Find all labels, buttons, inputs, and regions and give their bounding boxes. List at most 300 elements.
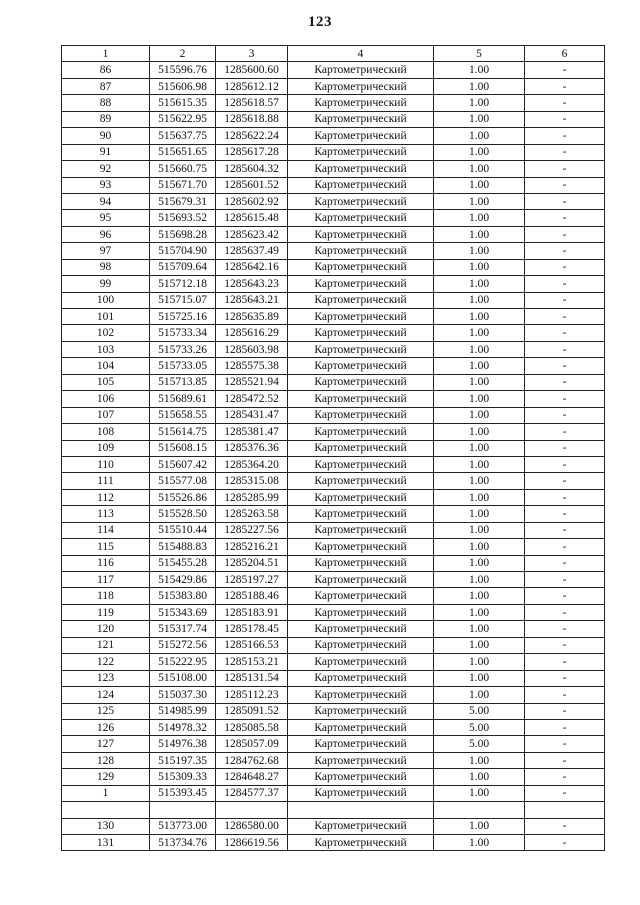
- table-cell-col-5: 1.00: [434, 177, 525, 193]
- table-cell-col-3: 1284648.27: [216, 769, 288, 785]
- table-cell-col-6: -: [525, 703, 605, 719]
- table-cell-col-2: 515615.35: [150, 95, 216, 111]
- table-row: [62, 588, 605, 604]
- table-cell-col-1: 117: [62, 572, 150, 588]
- table-cell-col-4: Картометрический: [288, 78, 434, 94]
- table-cell-col-6: -: [525, 473, 605, 489]
- table-cell-col-1: 91: [62, 144, 150, 160]
- table-cell-col-3: 1284762.68: [216, 752, 288, 768]
- table-cell-col-5: 1.00: [434, 424, 525, 440]
- table-cell-col-2: 515671.70: [150, 177, 216, 193]
- table-cell-col-5: 1.00: [434, 687, 525, 703]
- table-cell-col-5: 1.00: [434, 539, 525, 555]
- table-cell-col-4: Картометрический: [288, 374, 434, 390]
- table-cell-col-4: Картометрический: [288, 177, 434, 193]
- table-cell-col-1: 108: [62, 424, 150, 440]
- table-cell-col-3: 1285153.21: [216, 654, 288, 670]
- table-cell-col-2: 514978.32: [150, 719, 216, 735]
- table-cell-col-4: Картометрический: [288, 670, 434, 686]
- table-cell-col-6: -: [525, 440, 605, 456]
- table-cell-col-3: 1285197.27: [216, 572, 288, 588]
- table-cell-col-1: 99: [62, 276, 150, 292]
- table-cell-col-1: 119: [62, 604, 150, 620]
- table-cell-col-2: 515317.74: [150, 621, 216, 637]
- table-cell-col-4: Картометрический: [288, 144, 434, 160]
- table-cell-col-3: 1285381.47: [216, 424, 288, 440]
- table-cell-col-6: -: [525, 818, 605, 834]
- table-cell-col-2: 515383.80: [150, 588, 216, 604]
- table-cell-col-6: -: [525, 226, 605, 242]
- table-cell-col-3: 1286619.56: [216, 835, 288, 851]
- table-cell-col-3: 1285315.08: [216, 473, 288, 489]
- table-cell-col-2: 515725.16: [150, 309, 216, 325]
- table-cell-col-2: 515660.75: [150, 161, 216, 177]
- table-cell-col-3: 1285166.53: [216, 637, 288, 653]
- table-cell-col-4: Картометрический: [288, 309, 434, 325]
- table-cell-col-1: 114: [62, 522, 150, 538]
- table-cell-col-2: 515733.26: [150, 341, 216, 357]
- table-row: [62, 539, 605, 555]
- table-cell-col-2: 515698.28: [150, 226, 216, 242]
- column-header-3: 3: [216, 46, 288, 62]
- table-cell-col-2: 515510.44: [150, 522, 216, 538]
- table-row: [62, 226, 605, 242]
- table-cell-col-3: 1285227.56: [216, 522, 288, 538]
- table-cell-col-2: 513734.76: [150, 835, 216, 851]
- table-cell-col-3: 1285085.58: [216, 719, 288, 735]
- table-cell-col-4: Картометрический: [288, 703, 434, 719]
- table-cell-col-1: 130: [62, 818, 150, 834]
- table-row: [62, 111, 605, 127]
- table-cell-col-4: Картометрический: [288, 818, 434, 834]
- table-cell-col-2: 514976.38: [150, 736, 216, 752]
- table-cell-col-5: 1.00: [434, 604, 525, 620]
- table-cell-col-6: -: [525, 128, 605, 144]
- table-cell-col-2: 515455.28: [150, 555, 216, 571]
- table-cell-col-1: 103: [62, 341, 150, 357]
- table-row: [62, 489, 605, 505]
- table-cell-col-2: 515108.00: [150, 670, 216, 686]
- table-cell-col-2: 515679.31: [150, 193, 216, 209]
- table-cell-col-5: 1.00: [434, 243, 525, 259]
- table-cell-col-3: 1285612.12: [216, 78, 288, 94]
- table-cell-col-5: 5.00: [434, 703, 525, 719]
- table-cell-col-2: 515607.42: [150, 456, 216, 472]
- table-row: [62, 818, 605, 834]
- table-cell-col-1: 123: [62, 670, 150, 686]
- table-row: [62, 785, 605, 801]
- table-cell-col-2: 515606.98: [150, 78, 216, 94]
- table-cell-col-6: -: [525, 424, 605, 440]
- table-cell-col-1: 115: [62, 539, 150, 555]
- table-cell-col-6: -: [525, 670, 605, 686]
- table-cell-col-3: 1285602.92: [216, 193, 288, 209]
- table-cell-col-2: 515197.35: [150, 752, 216, 768]
- table-cell-col-5: 1.00: [434, 456, 525, 472]
- table-cell-col-6: -: [525, 193, 605, 209]
- table-cell-col-4: Картометрический: [288, 506, 434, 522]
- table-cell-col-5: 1.00: [434, 144, 525, 160]
- table-cell-col-2: 515689.61: [150, 391, 216, 407]
- table-row: [62, 637, 605, 653]
- table-cell-col-3: 1285637.49: [216, 243, 288, 259]
- table-cell-col-2: 515526.86: [150, 489, 216, 505]
- table-row: [62, 621, 605, 637]
- table-cell-col-6: -: [525, 835, 605, 851]
- table-cell-col-2: 515309.33: [150, 769, 216, 785]
- column-header-6: 6: [525, 46, 605, 62]
- table-cell-col-6: -: [525, 111, 605, 127]
- table-row: [62, 325, 605, 341]
- table-cell-col-4: Картометрический: [288, 654, 434, 670]
- table-cell-col-5: 1.00: [434, 276, 525, 292]
- table-cell-col-5: 1.00: [434, 588, 525, 604]
- table-cell-col-5: 1.00: [434, 670, 525, 686]
- table-cell-col-6: -: [525, 752, 605, 768]
- table-row: [62, 341, 605, 357]
- table-row: [62, 440, 605, 456]
- table-cell-col-3: 1285618.57: [216, 95, 288, 111]
- table-row: [62, 703, 605, 719]
- table-cell-col-3: 1285131.54: [216, 670, 288, 686]
- table-cell-col-3: 1285643.23: [216, 276, 288, 292]
- table-cell-col-1: 118: [62, 588, 150, 604]
- table-cell-col-2: 515704.90: [150, 243, 216, 259]
- table-cell-col-4: Картометрический: [288, 62, 434, 78]
- table-cell-col-3: 1285376.36: [216, 440, 288, 456]
- table-row: [62, 309, 605, 325]
- table-cell-col-3: 1285091.52: [216, 703, 288, 719]
- table-cell-col-4: Картометрический: [288, 276, 434, 292]
- table-row: [62, 374, 605, 390]
- table-cell-col-6: -: [525, 325, 605, 341]
- table-cell-col-2: 515608.15: [150, 440, 216, 456]
- table-row: [62, 144, 605, 160]
- table-cell-col-3: 1285183.91: [216, 604, 288, 620]
- table-cell-col-1: 128: [62, 752, 150, 768]
- table-cell-col-1: 90: [62, 128, 150, 144]
- table-row: [62, 407, 605, 423]
- table-cell-col-6: -: [525, 506, 605, 522]
- table-cell-col-2: 515712.18: [150, 276, 216, 292]
- table-cell-col-6: -: [525, 522, 605, 538]
- table-cell-col-4: Картометрический: [288, 637, 434, 653]
- table-cell-col-2: 515596.76: [150, 62, 216, 78]
- table-cell-col-4: Картометрический: [288, 769, 434, 785]
- table-cell-col-3: 1285616.29: [216, 325, 288, 341]
- coordinates-table: [61, 45, 605, 851]
- table-cell-col-6: -: [525, 374, 605, 390]
- table-cell-col-1: 112: [62, 489, 150, 505]
- table-cell-col-5: 1.00: [434, 621, 525, 637]
- table-cell-col-6: -: [525, 259, 605, 275]
- table-cell-col-3: 1286580.00: [216, 818, 288, 834]
- table-cell-col-5: 1.00: [434, 769, 525, 785]
- table-cell-col-6: -: [525, 276, 605, 292]
- table-row: [62, 802, 605, 818]
- table-cell-col-6: -: [525, 309, 605, 325]
- table-cell-col-1: 1: [62, 785, 150, 801]
- table-cell-col-4: Картометрический: [288, 522, 434, 538]
- table-cell-col-1: 131: [62, 835, 150, 851]
- table-cell-col-1: 127: [62, 736, 150, 752]
- table-row: [62, 243, 605, 259]
- table-cell-col-5: 1.00: [434, 62, 525, 78]
- table-cell-col-2: 515393.45: [150, 785, 216, 801]
- table-cell-col-2: [150, 802, 216, 818]
- table-row: [62, 687, 605, 703]
- table-cell-col-6: -: [525, 78, 605, 94]
- table-cell-col-3: 1285615.48: [216, 210, 288, 226]
- table-cell-col-2: 515693.52: [150, 210, 216, 226]
- table-header-row: [62, 46, 605, 62]
- table-row: [62, 177, 605, 193]
- table-cell-col-6: -: [525, 161, 605, 177]
- table-row: [62, 736, 605, 752]
- table-cell-col-2: 515488.83: [150, 539, 216, 555]
- table-cell-col-1: 98: [62, 259, 150, 275]
- table-cell-col-6: -: [525, 555, 605, 571]
- table-cell-col-6: -: [525, 243, 605, 259]
- table-cell-col-5: 1.00: [434, 95, 525, 111]
- table-cell-col-2: 515733.34: [150, 325, 216, 341]
- table-cell-col-1: 109: [62, 440, 150, 456]
- table-row: [62, 259, 605, 275]
- table-cell-col-4: Картометрический: [288, 407, 434, 423]
- table-row: [62, 292, 605, 308]
- column-header-5: 5: [434, 46, 525, 62]
- table-cell-col-5: 1.00: [434, 506, 525, 522]
- table-cell-col-5: 1.00: [434, 572, 525, 588]
- table-row: [62, 604, 605, 620]
- table-cell-col-6: -: [525, 292, 605, 308]
- table-cell-col-6: -: [525, 62, 605, 78]
- table-cell-col-1: 100: [62, 292, 150, 308]
- table-cell-col-6: -: [525, 407, 605, 423]
- table-cell-col-1: 87: [62, 78, 150, 94]
- table-cell-col-5: 1.00: [434, 341, 525, 357]
- table-cell-col-3: 1285188.46: [216, 588, 288, 604]
- table-cell-col-5: 1.00: [434, 654, 525, 670]
- table-cell-col-3: 1285635.89: [216, 309, 288, 325]
- table-cell-col-4: Картометрический: [288, 752, 434, 768]
- table-cell-col-2: 515733.05: [150, 358, 216, 374]
- table-cell-col-5: 1.00: [434, 391, 525, 407]
- table-cell-col-6: -: [525, 144, 605, 160]
- table-cell-col-5: 1.00: [434, 259, 525, 275]
- page-number: 123: [308, 14, 332, 30]
- table-cell-col-4: Картометрический: [288, 835, 434, 851]
- table-cell-col-3: 1285618.88: [216, 111, 288, 127]
- table-cell-col-4: Картометрический: [288, 440, 434, 456]
- table-cell-col-2: 515528.50: [150, 506, 216, 522]
- table-cell-col-5: 1.00: [434, 835, 525, 851]
- table-cell-col-2: 515622.95: [150, 111, 216, 127]
- table-cell-col-2: 515658.55: [150, 407, 216, 423]
- table-row: [62, 128, 605, 144]
- table-cell-col-4: Картометрический: [288, 391, 434, 407]
- table-cell-col-1: 102: [62, 325, 150, 341]
- table-cell-col-3: 1285622.24: [216, 128, 288, 144]
- table-cell-col-2: 515343.69: [150, 604, 216, 620]
- table-cell-col-1: 106: [62, 391, 150, 407]
- table-cell-col-1: 92: [62, 161, 150, 177]
- table-cell-col-6: -: [525, 539, 605, 555]
- table-cell-col-5: 1.00: [434, 637, 525, 653]
- table-cell-col-2: 515709.64: [150, 259, 216, 275]
- table-cell-col-4: Картометрический: [288, 341, 434, 357]
- table-cell-col-1: 101: [62, 309, 150, 325]
- table-row: [62, 210, 605, 226]
- table-cell-col-4: Картометрический: [288, 736, 434, 752]
- table-cell-col-5: 1.00: [434, 210, 525, 226]
- table-cell-col-4: Картометрический: [288, 424, 434, 440]
- table-cell-col-1: 94: [62, 193, 150, 209]
- table-cell-col-5: 1.00: [434, 128, 525, 144]
- table-cell-col-1: 110: [62, 456, 150, 472]
- table-cell-col-5: 1.00: [434, 522, 525, 538]
- table-row: [62, 670, 605, 686]
- table-cell-col-3: 1285600.60: [216, 62, 288, 78]
- table-cell-col-3: [216, 802, 288, 818]
- table-cell-col-6: -: [525, 604, 605, 620]
- table-cell-col-3: 1285603.98: [216, 341, 288, 357]
- table-cell-col-1: 97: [62, 243, 150, 259]
- table-cell-col-6: -: [525, 358, 605, 374]
- table-cell-col-4: Картометрический: [288, 259, 434, 275]
- table-cell-col-3: 1285472.52: [216, 391, 288, 407]
- table-cell-col-3: 1285057.09: [216, 736, 288, 752]
- column-header-2: 2: [150, 46, 216, 62]
- table-row: [62, 522, 605, 538]
- table-cell-col-1: 95: [62, 210, 150, 226]
- table-cell-col-1: 120: [62, 621, 150, 637]
- table-row: [62, 95, 605, 111]
- table-cell-col-5: 1.00: [434, 358, 525, 374]
- table-cell-col-6: -: [525, 177, 605, 193]
- table-cell-col-1: 125: [62, 703, 150, 719]
- table-cell-col-4: Картометрический: [288, 555, 434, 571]
- table-cell-col-4: Картометрический: [288, 719, 434, 735]
- column-header-1: 1: [62, 46, 150, 62]
- table-cell-col-1: 126: [62, 719, 150, 735]
- table-cell-col-6: [525, 802, 605, 818]
- table-cell-col-5: 1.00: [434, 374, 525, 390]
- table-row: [62, 78, 605, 94]
- table-row: [62, 769, 605, 785]
- table-cell-col-6: -: [525, 489, 605, 505]
- table-cell-col-3: 1284577.37: [216, 785, 288, 801]
- table-cell-col-4: Картометрический: [288, 785, 434, 801]
- table-cell-col-1: [62, 802, 150, 818]
- table-cell-col-5: 1.00: [434, 309, 525, 325]
- table-cell-col-6: -: [525, 341, 605, 357]
- table-cell-col-4: Картометрический: [288, 489, 434, 505]
- table-cell-col-5: 1.00: [434, 440, 525, 456]
- table-cell-col-5: 1.00: [434, 473, 525, 489]
- table-row: [62, 424, 605, 440]
- table-cell-col-2: 515037.30: [150, 687, 216, 703]
- table-cell-col-3: 1285263.58: [216, 506, 288, 522]
- table-cell-col-1: 96: [62, 226, 150, 242]
- table-cell-col-5: [434, 802, 525, 818]
- table-cell-col-3: 1285178.45: [216, 621, 288, 637]
- table-cell-col-1: 89: [62, 111, 150, 127]
- table-cell-col-5: 1.00: [434, 325, 525, 341]
- table-row: [62, 276, 605, 292]
- table-cell-col-5: 1.00: [434, 407, 525, 423]
- table-cell-col-3: 1285364.20: [216, 456, 288, 472]
- table-body: [62, 62, 605, 851]
- table-row: [62, 473, 605, 489]
- table-cell-col-3: 1285216.21: [216, 539, 288, 555]
- table-cell-col-5: 1.00: [434, 818, 525, 834]
- table-cell-col-5: 1.00: [434, 555, 525, 571]
- table-row: [62, 358, 605, 374]
- table-row: [62, 555, 605, 571]
- table-cell-col-2: 515713.85: [150, 374, 216, 390]
- table-cell-col-6: -: [525, 769, 605, 785]
- table-cell-col-2: 515651.65: [150, 144, 216, 160]
- table-cell-col-3: 1285204.51: [216, 555, 288, 571]
- table-cell-col-4: Картометрический: [288, 111, 434, 127]
- table-cell-col-2: 515429.86: [150, 572, 216, 588]
- table-cell-col-6: -: [525, 210, 605, 226]
- table-cell-col-4: Картометрический: [288, 161, 434, 177]
- table-cell-col-6: -: [525, 391, 605, 407]
- table-cell-col-4: Картометрический: [288, 226, 434, 242]
- table-cell-col-4: Картометрический: [288, 325, 434, 341]
- table-cell-col-3: 1285642.16: [216, 259, 288, 275]
- table-cell-col-4: Картометрический: [288, 473, 434, 489]
- table-cell-col-3: 1285285.99: [216, 489, 288, 505]
- table-cell-col-4: Картометрический: [288, 588, 434, 604]
- table-cell-col-4: Картометрический: [288, 621, 434, 637]
- table-cell-col-5: 1.00: [434, 111, 525, 127]
- table-cell-col-4: Картометрический: [288, 604, 434, 620]
- table-cell-col-3: 1285575.38: [216, 358, 288, 374]
- table-cell-col-1: 107: [62, 407, 150, 423]
- table-cell-col-5: 1.00: [434, 226, 525, 242]
- table-row: [62, 193, 605, 209]
- table-cell-col-4: Картометрический: [288, 193, 434, 209]
- table-cell-col-6: -: [525, 687, 605, 703]
- table-cell-col-5: 1.00: [434, 752, 525, 768]
- table-cell-col-3: 1285521.94: [216, 374, 288, 390]
- table-cell-col-1: 113: [62, 506, 150, 522]
- table-row: [62, 835, 605, 851]
- table-cell-col-4: Картометрический: [288, 243, 434, 259]
- table-cell-col-6: -: [525, 637, 605, 653]
- table-cell-col-3: 1285601.52: [216, 177, 288, 193]
- table-cell-col-1: 93: [62, 177, 150, 193]
- table-cell-col-3: 1285112.23: [216, 687, 288, 703]
- table-cell-col-3: 1285643.21: [216, 292, 288, 308]
- table-cell-col-1: 86: [62, 62, 150, 78]
- table-cell-col-1: 88: [62, 95, 150, 111]
- table-cell-col-5: 1.00: [434, 78, 525, 94]
- table-cell-col-2: 515614.75: [150, 424, 216, 440]
- table-cell-col-2: 515637.75: [150, 128, 216, 144]
- table-cell-col-4: Картометрический: [288, 687, 434, 703]
- table-cell-col-2: 515222.95: [150, 654, 216, 670]
- table-cell-col-4: Картометрический: [288, 539, 434, 555]
- table-cell-col-6: -: [525, 785, 605, 801]
- table-cell-col-4: [288, 802, 434, 818]
- table-cell-col-6: -: [525, 654, 605, 670]
- table-cell-col-4: Картометрический: [288, 292, 434, 308]
- table-cell-col-2: 514985.99: [150, 703, 216, 719]
